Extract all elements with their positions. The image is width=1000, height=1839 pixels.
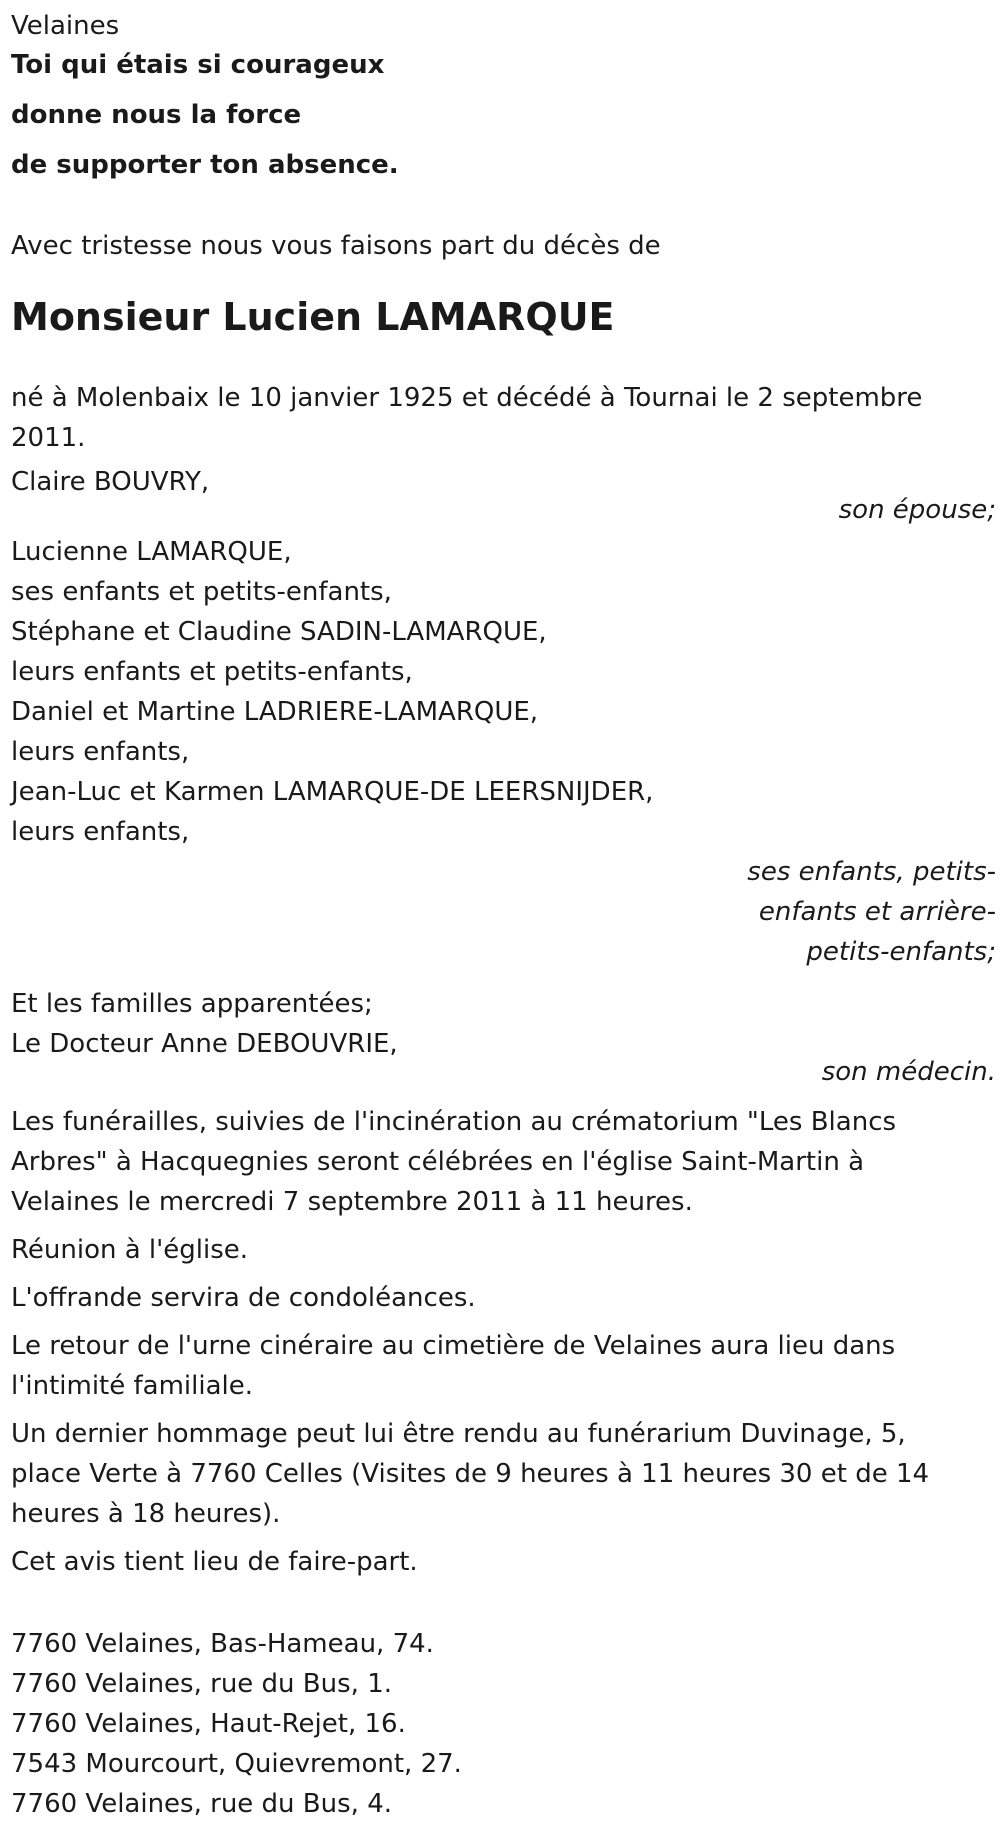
- doctor-relation: son médecin.: [821, 1057, 996, 1087]
- addresses-block: [11, 1624, 996, 1824]
- header-place: Velaines: [11, 11, 120, 41]
- families-text: Et les familles apparentées;: [11, 989, 373, 1019]
- address-line: 7760 Velaines, Bas-Hameau, 74.: [11, 1629, 434, 1659]
- details-paragraph: Cet avis tient lieu de faire-part.: [11, 1547, 418, 1577]
- address-line: 7760 Velaines, rue du Bus, 4.: [11, 1789, 392, 1819]
- address-line: 7760 Velaines, rue du Bus, 1.: [11, 1669, 392, 1699]
- relative-line: ses enfants et petits-enfants,: [11, 577, 392, 607]
- children-block: [11, 532, 996, 972]
- birth-death-text: né à Molenbaix le 10 janvier 1925 et décédé à Tournai le 2 septembre 2011.: [11, 383, 923, 453]
- children-relation: ses enfants, petits-enfants et arrière-petits-enfants;: [747, 857, 996, 967]
- verse: [11, 40, 996, 190]
- verse-line: donne nous la force: [11, 100, 302, 130]
- relative-line: leurs enfants,: [11, 817, 190, 847]
- relative-line: Daniel et Martine LADRIERE-LAMARQUE,: [11, 697, 539, 727]
- spouse-relation: son épouse;: [838, 495, 996, 525]
- address-line: 7760 Velaines, Haut-Rejet, 16.: [11, 1709, 406, 1739]
- families-block: [11, 984, 996, 1086]
- details-paragraph: Un dernier hommage peut lui être rendu au funérarium Duvinage, 5, place Verte à 7760 Celles (Visites de 9 heures à 11 heures 30 et de 14 heures à 18 heures).: [11, 1419, 930, 1529]
- spouse-block: [11, 462, 996, 524]
- relative-line: Stéphane et Claudine SADIN-LAMARQUE,: [11, 617, 547, 647]
- details-block: [11, 1102, 996, 1582]
- address-line: 7543 Mourcourt, Quievremont, 27.: [11, 1749, 462, 1779]
- details-paragraph: L'offrande servira de condoléances.: [11, 1283, 476, 1313]
- details-paragraph: Les funérailles, suivies de l'incinération au crématorium "Les Blancs Arbres" à Hacquegnies seront célébrées en l'église Saint-Martin à Velaines le mercredi 7 septembre 2011 à 11 heures.: [11, 1107, 897, 1217]
- relative-line: leurs enfants,: [11, 737, 190, 767]
- details-paragraph: Réunion à l'église.: [11, 1235, 249, 1265]
- details-paragraph: Le retour de l'urne cinéraire au cimetière de Velaines aura lieu dans l'intimité familiale.: [11, 1331, 896, 1401]
- verse-line: de supporter ton absence.: [11, 150, 399, 180]
- obituary-column: [11, 6, 996, 1824]
- relative-line: leurs enfants et petits-enfants,: [11, 657, 413, 687]
- relative-line: Lucienne LAMARQUE,: [11, 537, 292, 567]
- doctor-name: Le Docteur Anne DEBOUVRIE,: [11, 1029, 398, 1059]
- verse-line: Toi qui étais si courageux: [11, 50, 385, 80]
- intro-text: Avec tristesse nous vous faisons part du décès de: [11, 231, 661, 261]
- spouse-name: Claire BOUVRY,: [11, 467, 210, 497]
- relative-line: Jean-Luc et Karmen LAMARQUE-DE LEERSNIJDER,: [11, 777, 654, 807]
- deceased-name: Monsieur Lucien LAMARQUE: [11, 295, 615, 339]
